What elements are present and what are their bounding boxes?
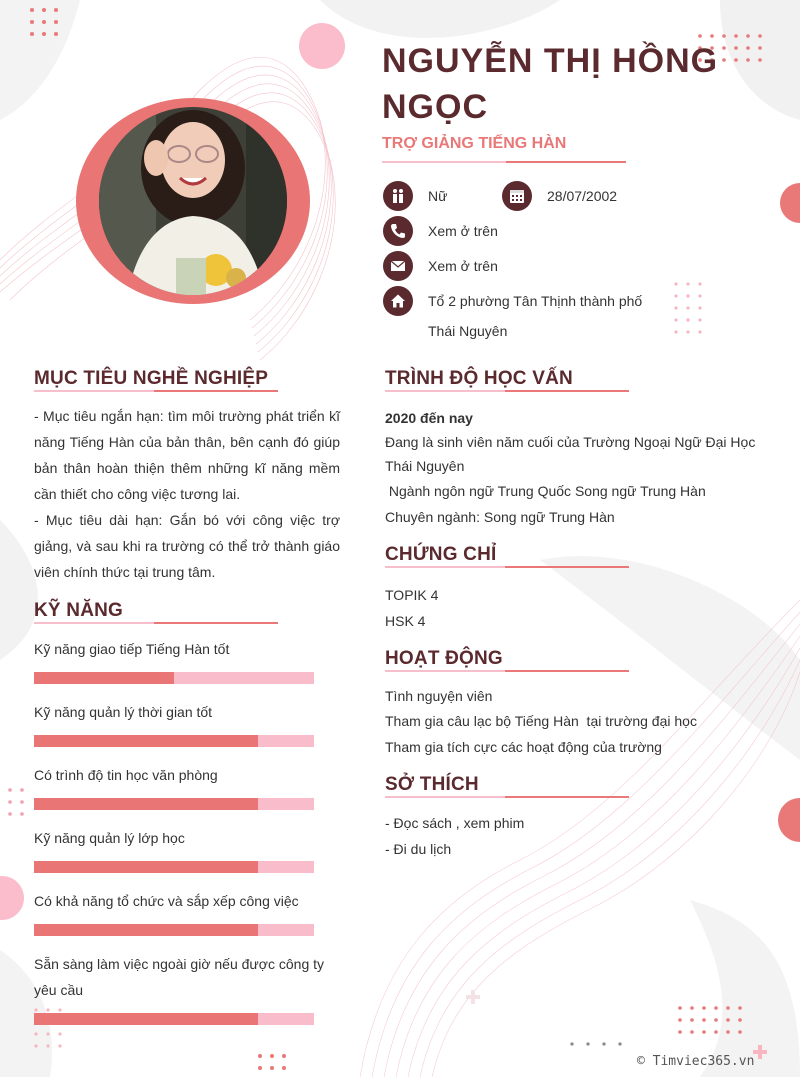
calendar-icon [502,181,532,211]
skills-underline-light [34,622,154,624]
email-text: Xem ở trên [428,258,498,274]
skills-heading: KỸ NĂNG [34,600,124,621]
education-line: Ngành ngôn ngữ Trung Quốc Song ngữ Trung Hàn [385,483,706,499]
address-line-2: Thái Nguyên [428,323,508,339]
certificates-underline-light [385,566,505,568]
certificates-underline-dark [505,566,629,568]
title-underline-dark [506,161,626,163]
skill-bar [34,861,314,873]
certificates-heading: CHỨNG CHỈ [385,544,497,565]
skill-label: Sẵn sàng làm việc ngoài giờ nếu được công ty yêu cầu [34,956,325,998]
activities-underline-dark [505,670,629,672]
objective-underline-dark [154,390,278,392]
hobbies-underline-dark [505,796,629,798]
skill-label: Có khả năng tổ chức và sắp xếp công việc [34,893,299,909]
education-heading: TRÌNH ĐỘ HỌC VẤN [385,368,573,389]
skill-label: Kỹ năng giao tiếp Tiếng Hàn tốt [34,641,230,657]
skill-bar-fill [34,924,258,936]
education-line: Đang là sinh viên năm cuối của Trường Ngoại Ngữ Đại Học [385,434,756,450]
gender-icon [383,181,413,211]
title-underline-light [382,161,506,163]
gender-text: Nữ [428,188,448,204]
objective-underline-light [34,390,154,392]
objective-line: bản thân hoàn thiện thêm những kĩ năng mềm [34,460,340,476]
objective-line: cần thiết cho công việc tương lai. [34,486,241,502]
skill-label: Kỹ năng quản lý lớp học [34,830,185,846]
hobbies-heading: SỞ THÍCH [385,774,479,795]
education-line: Chuyên ngành: Song ngữ Trung Hàn [385,509,615,525]
full-name: NGUYỄN THỊ HỒNG NGỌC [382,42,719,126]
education-line: Thái Nguyên [385,458,465,474]
objective-heading: MỤC TIÊU NGHỀ NGHIỆP [34,368,269,389]
objective-line: - Mục tiêu ngắn hạn: tìm môi trường phát triển kĩ [34,408,340,424]
objective-line: - Mục tiêu dài hạn: Gắn bó với công việc trợ [34,512,340,528]
skills-underline-dark [154,622,278,624]
education-period: 2020 đến nay [385,410,473,426]
birthday-text: 28/07/2002 [547,188,618,204]
skill-bar-fill [34,798,258,810]
skill-bar [34,924,314,936]
objective-line: giảng, và sau khi ra trường có thể trở thành giáo [34,538,340,554]
activity-item: Tham gia câu lạc bộ Tiếng Hàn tại trường đại học [385,713,697,729]
certificate-item: HSK 4 [385,613,426,629]
phone-icon [383,216,413,246]
hobby-item: - Đọc sách , xem phim [385,815,525,831]
skill-bar [34,735,314,747]
skill-bar [34,672,314,684]
home-icon [383,286,413,316]
email-icon [383,251,413,281]
skill-bar-fill [34,861,258,873]
skill-bar-fill [34,1013,258,1025]
skill-bar [34,798,314,810]
profile-photo [76,98,310,304]
job-title: TRỢ GIẢNG TIẾNG HÀN [382,135,567,152]
phone-text: Xem ở trên [428,223,498,239]
skill-bar [34,1013,314,1025]
footer-credit[interactable]: © Timviec365.vn [637,1054,755,1069]
education-underline-light [385,390,505,392]
hobbies-underline-light [385,796,505,798]
hobby-item: - Đi du lịch [385,841,452,857]
education-underline-dark [505,390,629,392]
skill-label: Có trình độ tin học văn phòng [34,767,218,783]
objective-text [34,403,340,585]
activity-item: Tham gia tích cực các hoạt động của trường [385,739,662,755]
activities-underline-light [385,670,505,672]
objective-line: viên chính thức tại trung tâm. [34,564,216,580]
skill-bar-fill [34,672,174,684]
objective-line: năng Tiếng Hàn của bản thân, bên cạnh đó giúp [34,434,340,450]
skill-bar-fill [34,735,258,747]
activities-heading: HOẠT ĐỘNG [385,648,503,669]
address-line-1: Tổ 2 phường Tân Thịnh thành phố [428,293,643,309]
activity-item: Tình nguyện viên [385,688,493,704]
certificate-item: TOPIK 4 [385,587,439,603]
skill-label: Kỹ năng quản lý thời gian tốt [34,704,213,720]
